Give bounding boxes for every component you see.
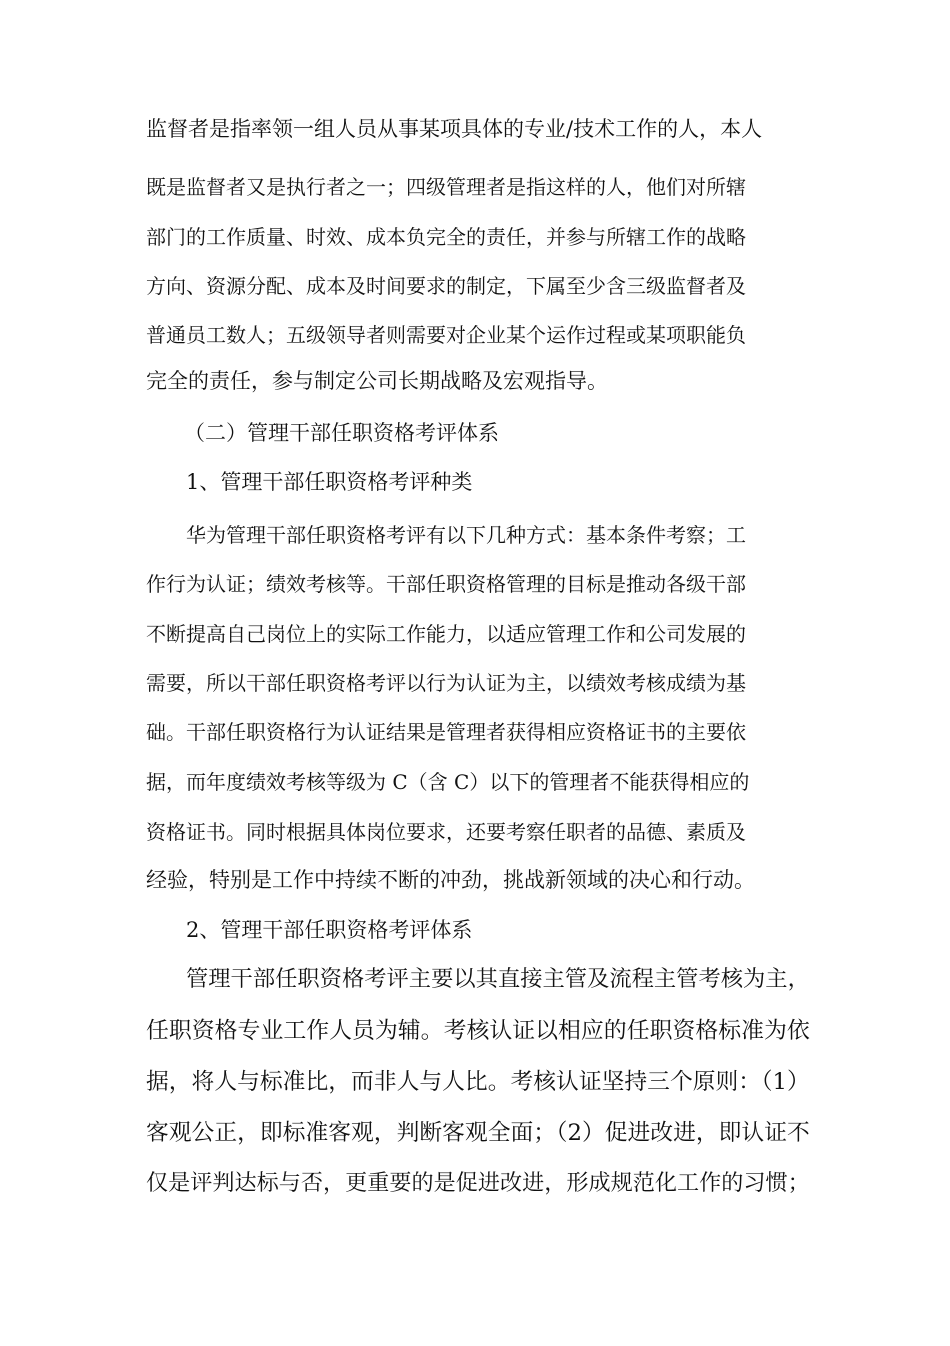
paragraph-line: 部门的工作质量、时效、成本负完全的责任，并参与所辖工作的战略 <box>146 225 746 249</box>
paragraph-line: 任职资格专业工作人员为辅。考核认证以相应的任职资格标准为依 <box>146 1018 810 1044</box>
paragraph-line: 据，将人与标准比，而非人与人比。考核认证坚持三个原则：（1） <box>146 1069 810 1095</box>
paragraph-line: 既是监督者又是执行者之一；四级管理者是指这样的人，他们对所辖 <box>146 175 746 199</box>
paragraph-line: 经验，特别是工作中持续不断的冲劲，挑战新领域的决心和行动。 <box>146 868 755 892</box>
paragraph-line: 管理干部任职资格考评主要以其直接主管及流程主管考核为主， <box>186 966 810 992</box>
paragraph-line: 据，而年度绩效考核等级为 C（含 C）以下的管理者不能获得相应的 <box>146 770 750 794</box>
paragraph-line: 华为管理干部任职资格考评有以下几种方式：基本条件考察；工 <box>186 523 746 547</box>
subsection-heading: 1、管理干部任职资格考评种类 <box>186 470 473 494</box>
paragraph-line: 不断提高自己岗位上的实际工作能力，以适应管理工作和公司发展的 <box>146 622 746 646</box>
paragraph-line: 作行为认证；绩效考核等。干部任职资格管理的目标是推动各级干部 <box>146 572 746 596</box>
paragraph-line: 方向、资源分配、成本及时间要求的制定，下属至少含三级监督者及 <box>146 274 746 298</box>
paragraph-line: 普通员工数人；五级领导者则需要对企业某个运作过程或某项职能负 <box>146 323 746 347</box>
paragraph-line: 础。干部任职资格行为认证结果是管理者获得相应资格证书的主要依 <box>146 720 746 744</box>
paragraph-line: 完全的责任，参与制定公司长期战略及宏观指导。 <box>146 369 608 393</box>
paragraph-line: 仅是评判达标与否，更重要的是促进改进，形成规范化工作的习惯； <box>146 1170 810 1196</box>
subsection-heading: 2、管理干部任职资格考评体系 <box>186 918 473 942</box>
section-heading: （二）管理干部任职资格考评体系 <box>184 421 499 445</box>
paragraph-line: 客观公正，即标准客观，判断客观全面；（2）促进改进，即认证不 <box>146 1120 810 1146</box>
paragraph-line: 需要，所以干部任职资格考评以行为认证为主，以绩效考核成绩为基 <box>146 671 746 695</box>
paragraph-line: 监督者是指率领一组人员从事某项具体的专业/技术工作的人，本人 <box>146 117 763 141</box>
paragraph-line: 资格证书。同时根据具体岗位要求，还要考察任职者的品德、素质及 <box>146 820 746 844</box>
